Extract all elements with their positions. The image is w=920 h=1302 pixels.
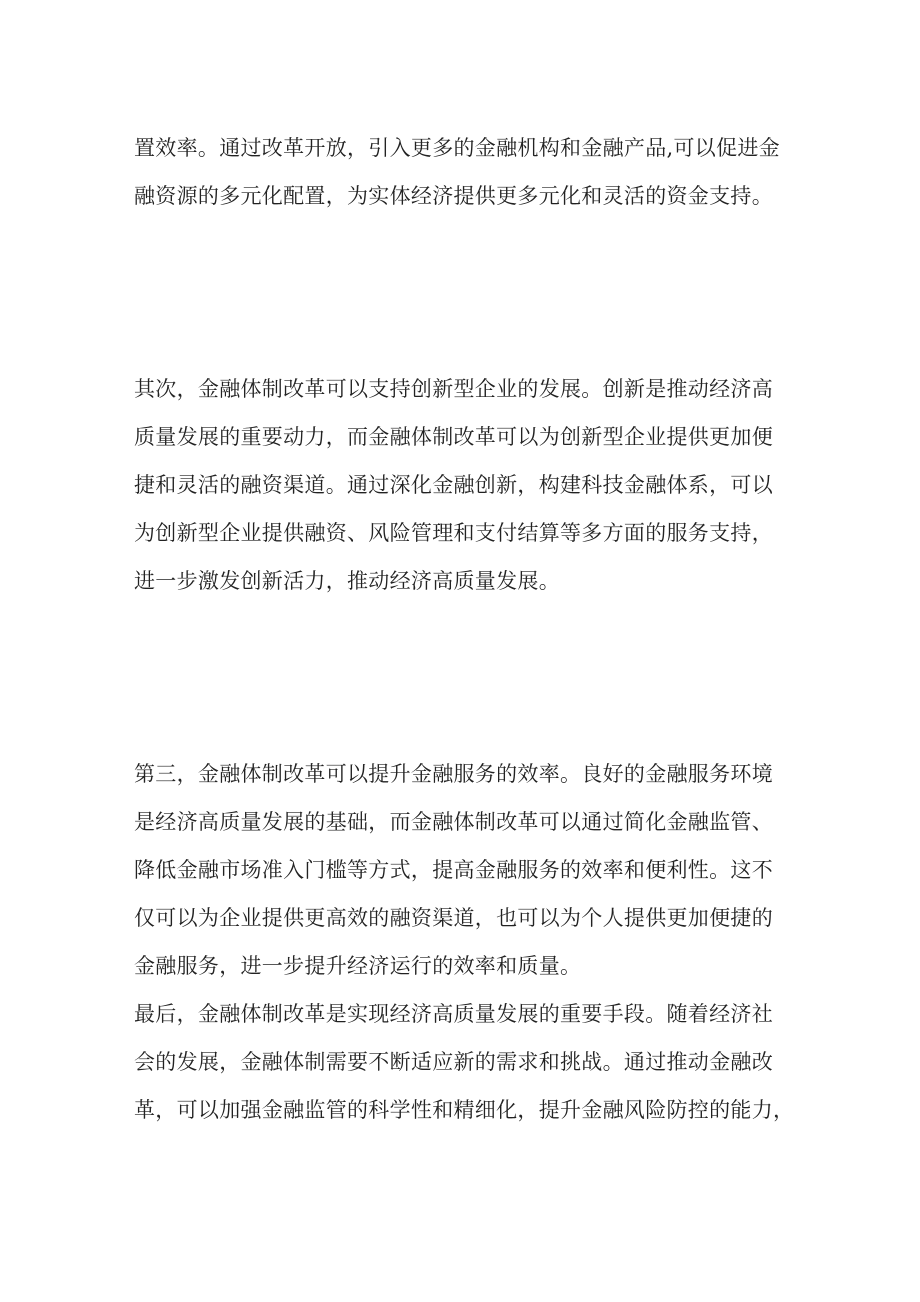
paragraph-1-line-1: 置效率。通过改革开放，引入更多的金融机构和金融产品,可以促进金 — [134, 136, 780, 160]
paragraph-2-line-4: 为创新型企业提供融资、风险管理和支付结算等多方面的服务支持， — [134, 521, 773, 545]
paragraph-4-line-2: 会的发展，金融体制需要不断适应新的需求和挑战。通过推动金融改 — [134, 1050, 773, 1074]
paragraph-3-line-1: 第三，金融体制改革可以提升金融服务的效率。良好的金融服务环境 — [134, 762, 773, 786]
paragraph-2-line-5: 进一步激发创新活力，推动经济高质量发展。 — [134, 569, 560, 593]
paragraph-3-line-2: 是经济高质量发展的基础，而金融体制改革可以通过简化金融监管、 — [134, 810, 773, 834]
paragraph-2-line-3: 捷和灵活的融资渠道。通过深化金融创新，构建科技金融体系，可以 — [134, 473, 773, 497]
paragraph-2-line-2: 质量发展的重要动力，而金融体制改革可以为创新型企业提供更加便 — [134, 425, 773, 449]
paragraph-3-line-4: 仅可以为企业提供更高效的融资渠道，也可以为个人提供更加便捷的 — [134, 906, 773, 930]
paragraph-4-line-3: 革，可以加强金融监管的科学性和精细化，提升金融风险防控的能力， — [134, 1098, 795, 1122]
paragraph-2-line-1: 其次，金融体制改革可以支持创新型企业的发展。创新是推动经济高 — [134, 377, 773, 401]
paragraph-1-line-2: 融资源的多元化配置，为实体经济提供更多元化和灵活的资金支持。 — [134, 184, 773, 208]
paragraph-3-line-5: 金融服务，进一步提升经济运行的效率和质量。 — [134, 954, 582, 978]
paragraph-4-line-1: 最后，金融体制改革是实现经济高质量发展的重要手段。随着经济社 — [134, 1002, 773, 1026]
paragraph-3-line-3: 降低金融市场准入门槛等方式，提高金融服务的效率和便利性。这不 — [134, 858, 773, 882]
